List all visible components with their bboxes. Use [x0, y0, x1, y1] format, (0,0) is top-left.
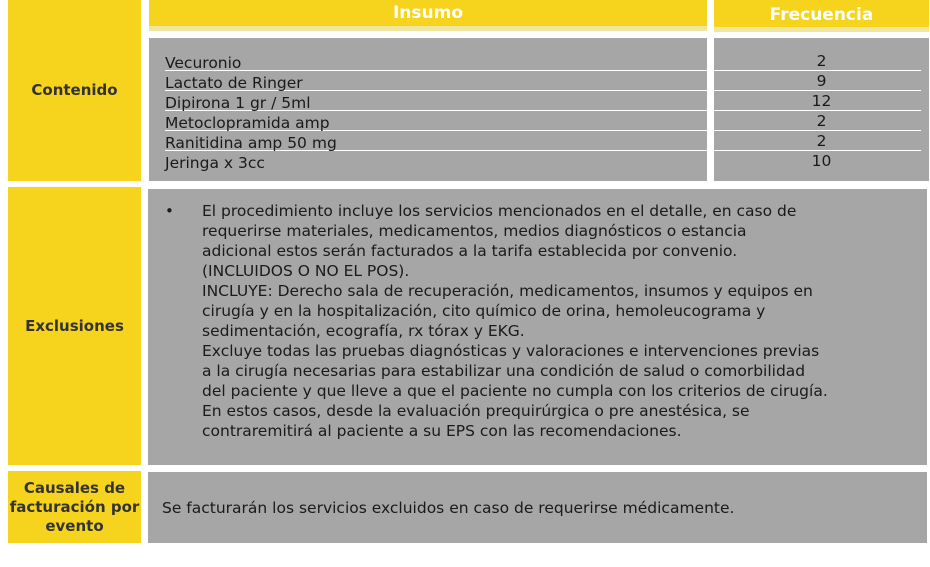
- causales-content: [148, 472, 927, 543]
- exclusiones-line: adicional estos serán facturados a la tarifa establecida por convenio.: [202, 242, 738, 260]
- insumo-header-text: Insumo: [392, 3, 464, 23]
- exclusiones-line: Excluye todas las pruebas diagnósticas y valoraciones e intervenciones previas: [202, 342, 820, 360]
- insumo-item: Dipirona 1 gr / 5ml: [165, 94, 311, 112]
- insumo-item: Jeringa x 3cc: [165, 154, 265, 172]
- exclusiones-line: del paciente y que lleve a que el paciente no cumpla con los criterios de cirugía.: [202, 382, 828, 400]
- causales-label-text: Causales de facturación por evento: [9, 478, 140, 535]
- exclusiones-line: contraremitirá al paciente a su EPS con las recomendaciones.: [202, 422, 682, 440]
- exclusiones-line: requerirse materiales, medicamentos, medios diagnósticos o estancia: [202, 222, 747, 240]
- insumo-item: Vecuronio: [165, 54, 242, 72]
- insumo-header: [149, 0, 707, 31]
- frecuencia-header: [714, 0, 929, 32]
- frecuencia-list: [714, 38, 929, 181]
- exclusiones-line: En estos casos, desde la evaluación prequirúrgica o pre anestésica, se: [202, 402, 750, 420]
- frecuencia-value: 2: [816, 112, 827, 130]
- causales-label: [8, 471, 141, 543]
- exclusiones-line: (INCLUIDOS O NO EL POS).: [202, 262, 410, 280]
- contenido-label-text: Contenido: [31, 81, 118, 99]
- frecuencia-value: 12: [811, 92, 832, 110]
- frecuencia-value: 10: [811, 152, 832, 170]
- exclusiones-line: El procedimiento incluye los servicios mencionados en el detalle, en caso de: [202, 202, 797, 220]
- causales-text: Se facturarán los servicios excluidos en caso de requerirse médicamente.: [162, 498, 735, 517]
- exclusiones-text: [202, 201, 882, 441]
- insumo-item: Lactato de Ringer: [165, 74, 303, 92]
- exclusiones-line: INCLUYE: Derecho sala de recuperación, medicamentos, insumos y equipos en: [202, 282, 813, 300]
- insumo-list: [149, 38, 707, 181]
- frecuencia-value: 2: [816, 132, 827, 150]
- exclusiones-content: [148, 189, 927, 465]
- frecuencia-value: 9: [816, 72, 827, 90]
- exclusiones-line: a la cirugía necesarias para estabilizar una condición de salud o comorbilidad: [202, 362, 806, 380]
- exclusiones-line: cirugía y en la hospitalización, cito químico de orina, hemoleucograma y: [202, 302, 766, 320]
- insumo-item: Ranitidina amp 50 mg: [165, 134, 337, 152]
- exclusiones-label: [8, 187, 141, 465]
- frecuencia-header-text: Frecuencia: [769, 5, 874, 25]
- insumo-item: Metoclopramida amp: [165, 114, 330, 132]
- exclusiones-line: sedimentación, ecografía, rx tórax y EKG.: [202, 322, 525, 340]
- exclusiones-label-text: Exclusiones: [25, 316, 124, 335]
- frecuencia-value: 2: [816, 52, 827, 70]
- contenido-label: [8, 0, 141, 181]
- bullet-icon: •: [165, 202, 174, 220]
